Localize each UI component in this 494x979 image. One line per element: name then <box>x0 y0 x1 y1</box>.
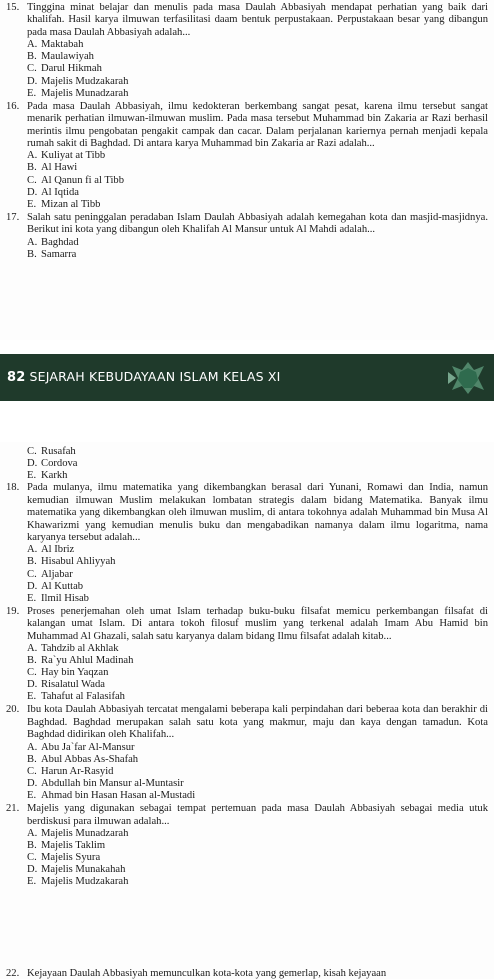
option-text: Abu Ja`far Al-Mansur <box>41 741 135 753</box>
question-text: Salah satu peninggalan peradaban Islam Daulah Abbasiyah adalah kemegahan kota dan masjid-masjidnya. Berikut ini kota yang dibangun oleh Khalifah Al Mansur untuk Al Mahdi adalah... <box>27 211 488 236</box>
answer-option <box>27 778 488 790</box>
question-text: Kejayaan Daulah Abbasiyah memunculkan kota-kota yang gemerlap, kisah kejayaan <box>27 968 387 979</box>
answer-option <box>27 175 488 187</box>
question-list-bottom <box>6 446 488 889</box>
question-text: Proses penerjemahan oleh umat Islam terhadap buku-buku filsafat memicu perkembangan filsafat di kalangan umat Islam. Di antara tokoh filosuf muslim yang terkenal adalah Imam Abu Hamid bin Muhammad Al Ghazali, salah satu karyanya dalam bidang Ilmu filsafat adalah kitab... <box>27 605 488 642</box>
page-footer-band <box>0 354 494 401</box>
answer-option <box>27 237 488 249</box>
question-number: 19. <box>6 605 20 617</box>
question-number: 21. <box>6 803 20 815</box>
option-text: Majelis Mudzakarah <box>41 75 129 87</box>
option-text: Mizan al Tibb <box>41 198 101 210</box>
question-stem <box>6 803 488 828</box>
option-text: Darul Hikmah <box>41 63 102 75</box>
answer-option <box>27 766 488 778</box>
option-letter: E. <box>27 470 37 482</box>
answer-option <box>27 162 488 174</box>
option-text: Tahafut al Falasifah <box>41 691 125 703</box>
answer-option <box>27 76 488 88</box>
option-letter: A. <box>27 741 38 753</box>
ornament-icon <box>448 358 488 398</box>
option-letter: E. <box>27 876 37 888</box>
answer-option <box>27 876 488 888</box>
option-letter: B. <box>27 248 37 260</box>
option-letter: C. <box>27 446 37 457</box>
answer-option <box>27 199 488 211</box>
option-letter: C. <box>27 63 37 75</box>
answer-option <box>27 569 488 581</box>
answer-option <box>27 864 488 876</box>
option-text: Al Ibriz <box>41 544 75 556</box>
option-letter: B. <box>27 753 37 765</box>
option-text: Majelis Mudzakarah <box>41 876 129 888</box>
answer-option <box>27 790 488 802</box>
option-text: Maktabah <box>41 39 84 51</box>
question-stem <box>6 101 488 151</box>
option-list <box>6 39 488 99</box>
option-list <box>6 544 488 604</box>
option-text: Al Kuttab <box>41 580 84 592</box>
page-gap <box>0 340 494 354</box>
option-letter: C. <box>27 765 37 777</box>
question-text: Pada mulanya, ilmu matematika yang dikembangkan berasal dari Yunani, Romawi dan India, namun kemudian ilmuwan Muslim melakukan lombatan strategis dalam bidang Matematika. Banyak ilmu matematika yang dikembangkan oleh ilmuwan muslim, di antara tokohnya adalah Muhammad bin Musa Al Khawarizmi yang kemudian menulis buku dan mengabadikan namanya dalam ilmu logaritma, nama karyanya tersebut adalah... <box>27 482 488 543</box>
question-item <box>6 101 488 211</box>
option-text: Hisabul Ahliyyah <box>41 556 116 568</box>
question-item <box>6 704 488 802</box>
option-letter: B. <box>27 655 37 667</box>
option-letter: E. <box>27 691 37 703</box>
option-text: Abdullah bin Mansur al-Muntasir <box>41 777 184 789</box>
answer-option <box>27 63 488 75</box>
option-letter: D. <box>27 458 38 470</box>
option-letter: E. <box>27 790 37 802</box>
option-letter: D. <box>27 777 38 789</box>
option-text: Samarra <box>41 248 77 260</box>
option-text: Majelis Munadzarah <box>41 827 129 839</box>
footer-title <box>7 369 281 385</box>
question-text: Tinggina minat belajar dan menulis pada masa Daulah Abbasiyah mendapat perhatian yang baik dari khalifah. Hasil karya ilmuwan terfasilitasi daam bentuk perpustakaan. Perpustakaan besar yang dibangun pada masa Daulah Abbasiyah adalah... <box>27 2 488 38</box>
question-stem <box>6 2 488 39</box>
option-letter: A. <box>27 150 38 162</box>
option-letter: D. <box>27 186 38 198</box>
option-letter: A. <box>27 544 38 556</box>
option-letter: D. <box>27 75 38 87</box>
answer-option <box>27 556 488 568</box>
option-text: Majelis Taklim <box>41 840 106 852</box>
option-list <box>6 150 488 210</box>
answer-option <box>27 249 488 261</box>
book-title: SEJARAH KEBUDAYAAN ISLAM KELAS XI <box>29 369 281 384</box>
option-letter: C. <box>27 568 37 580</box>
question-item <box>6 803 488 888</box>
question-list-top <box>6 2 488 262</box>
answer-option <box>27 581 488 593</box>
option-text: Kuliyat at Tibb <box>41 150 106 162</box>
option-letter: D. <box>27 864 38 876</box>
option-text: Al Hawi <box>41 162 78 174</box>
option-text: Aljabar <box>41 568 73 580</box>
question-stem <box>6 606 488 643</box>
option-letter: A. <box>27 643 38 654</box>
question-cut <box>6 968 488 979</box>
page-top <box>0 0 494 340</box>
answer-option <box>27 51 488 63</box>
answer-option <box>27 446 488 458</box>
option-letter: E. <box>27 592 37 604</box>
answer-option <box>27 691 488 703</box>
option-text: Rusafah <box>41 446 76 457</box>
question-text: Pada masa Daulah Abbasiyah, ilmu kedokteran berkembang sangat pesat, karena ilmu tersebut sangat menarik perhatian ilmuwan-ilmuwan muslim. Pada masa tersebut Muhammad bin Zakaria ar Razi berhasil merintis ilmu pengobatan pengakit campak dan cacar. Dalam perjalanan kariernya pernah menjadi kepala rumah sakit di Baghdad. Di antara karya Muhammad bin Zakaria ar Razi adalah... <box>27 100 488 149</box>
question-stem <box>6 704 488 741</box>
question-stem <box>6 482 488 544</box>
option-text: Ilmil Hisab <box>41 592 89 604</box>
answer-option <box>27 39 488 51</box>
option-text: Hay bin Yaqzan <box>41 667 109 679</box>
answer-option <box>27 679 488 691</box>
option-text: Abul Abbas As-Shafah <box>41 753 139 765</box>
option-list <box>6 237 488 261</box>
answer-option <box>27 840 488 852</box>
option-letter: B. <box>27 840 37 852</box>
option-text: Cordova <box>41 458 78 470</box>
question-item <box>6 606 488 704</box>
option-letter: B. <box>27 556 37 568</box>
option-letter: B. <box>27 162 37 174</box>
option-letter: C. <box>27 852 37 864</box>
option-text: Maulawiyah <box>41 51 94 63</box>
option-list <box>6 643 488 703</box>
page-bottom <box>0 442 494 979</box>
question-number: 22. <box>6 968 20 979</box>
bottom-questions <box>6 482 488 888</box>
option-letter: B. <box>27 51 37 63</box>
option-text: Baghdad <box>41 236 79 248</box>
answer-option <box>27 754 488 766</box>
answer-option <box>27 150 488 162</box>
answer-option <box>27 828 488 840</box>
question-number: 15. <box>6 2 20 13</box>
question-item <box>6 2 488 100</box>
continued-options <box>6 446 488 482</box>
answer-option <box>27 643 488 655</box>
option-text: Majelis Munakahah <box>41 864 126 876</box>
option-letter: A. <box>27 827 38 839</box>
question-number: 17. <box>6 211 20 223</box>
answer-option <box>27 544 488 556</box>
option-letter: A. <box>27 236 38 248</box>
page-gap <box>0 401 494 442</box>
answer-option <box>27 655 488 667</box>
option-list <box>6 828 488 888</box>
option-letter: C. <box>27 174 37 186</box>
option-letter: C. <box>27 667 37 679</box>
option-list <box>6 742 488 802</box>
option-text: Majelis Munadzarah <box>41 87 129 99</box>
option-letter: A. <box>27 39 38 51</box>
answer-option <box>27 852 488 864</box>
option-text: Harun Ar-Rasyid <box>41 765 114 777</box>
option-text: Al Iqtida <box>41 186 79 198</box>
question-number: 20. <box>6 704 20 716</box>
question-item <box>6 212 488 261</box>
answer-option <box>27 470 488 482</box>
option-letter: D. <box>27 580 38 592</box>
answer-option <box>27 593 488 605</box>
option-text: Risalatul Wada <box>41 679 105 691</box>
option-text: Ra`yu Ahlul Madinah <box>41 655 134 667</box>
page-number: 82 <box>7 370 26 385</box>
option-text: Al Qanun fi al Tibb <box>41 174 124 186</box>
answer-option <box>27 742 488 754</box>
answer-option <box>27 88 488 100</box>
option-text: Ahmad bin Hasan Hasan al-Mustadi <box>41 790 196 802</box>
question-number: 16. <box>6 100 20 112</box>
option-letter: E. <box>27 87 37 99</box>
option-text: Karkh <box>41 470 68 482</box>
answer-option <box>27 458 488 470</box>
question-stem <box>6 212 488 237</box>
question-item <box>6 482 488 605</box>
option-text: Majelis Syura <box>41 852 101 864</box>
question-number: 18. <box>6 482 20 494</box>
answer-option <box>27 667 488 679</box>
option-letter: E. <box>27 198 37 210</box>
option-text: Tahdzib al Akhlak <box>41 643 119 654</box>
option-letter: D. <box>27 679 38 691</box>
question-text: Majelis yang digunakan sebagai tempat pertemuan pada masa Daulah Abbasiyah sebagai media utuk berdiskusi para ilmuwan adalah... <box>27 803 488 827</box>
answer-option <box>27 187 488 199</box>
question-text: Ibu kota Daulah Abbasiyah tercatat mengalami beberapa kali perpindahan dari beberaa kota dan berakhir di Baghdad. Baghdad merupakan salah satu kota yang makmur, maju dan kaya dengan tamadun. Kota Baghdad didirikan oleh Khalifah... <box>27 704 488 741</box>
